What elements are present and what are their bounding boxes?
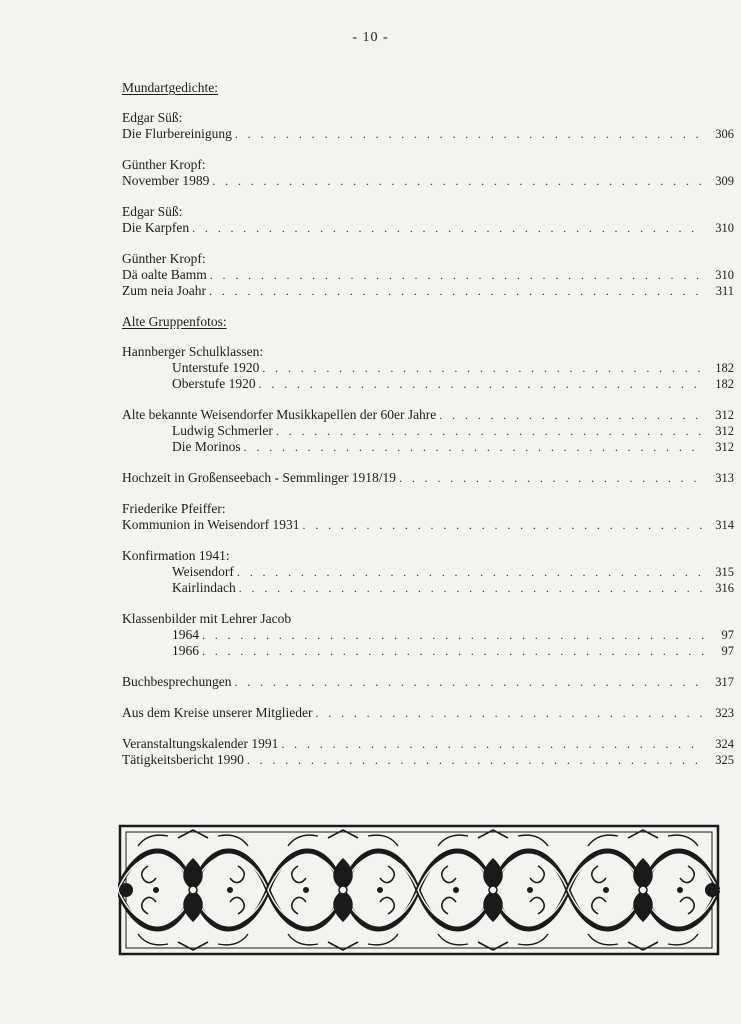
- leader-dots: [202, 627, 704, 643]
- leader-dots: [239, 580, 704, 596]
- leader-dots: [281, 736, 704, 752]
- leader-dots: [259, 376, 704, 392]
- leader-dots: [237, 564, 704, 580]
- section-heading: Mundartgedichte:: [122, 80, 218, 95]
- toc-block: [122, 611, 734, 659]
- leader-dots: [244, 439, 704, 455]
- toc-block: [122, 736, 734, 768]
- toc-text: Buchbesprechungen: [122, 674, 232, 689]
- toc-text: Unterstufe 1920: [172, 360, 260, 375]
- toc-text: Kairlindach: [172, 580, 236, 595]
- toc-page: 310: [715, 268, 734, 282]
- toc-text: Oberstufe 1920: [172, 376, 256, 391]
- toc-line: [122, 501, 734, 517]
- toc-page: 317: [715, 675, 734, 689]
- toc-entry: [122, 627, 734, 643]
- toc-page: 97: [721, 628, 734, 642]
- leader-dots: [210, 267, 704, 283]
- toc-block: [122, 501, 734, 533]
- toc-text: Weisendorf: [172, 564, 234, 579]
- toc-entry: [122, 470, 734, 486]
- toc-block: [122, 470, 734, 486]
- toc-text: Ludwig Schmerler: [172, 423, 273, 438]
- toc-entry: [122, 407, 734, 423]
- toc-text: Edgar Süß:: [122, 110, 183, 125]
- toc-page: 309: [715, 174, 734, 188]
- toc-block: [122, 548, 734, 596]
- toc-text: Dä oalte Bamm: [122, 267, 207, 282]
- toc-entry: [122, 705, 734, 721]
- toc-entry: [122, 283, 734, 299]
- toc-page: 182: [715, 361, 734, 375]
- leader-dots: [276, 423, 704, 439]
- leader-dots: [439, 407, 704, 423]
- toc-line: [122, 110, 734, 126]
- toc-block: [122, 110, 734, 142]
- toc-line: [122, 611, 734, 627]
- toc-block: [122, 157, 734, 189]
- toc-page: 323: [715, 706, 734, 720]
- toc-text: Veranstaltungskalender 1991: [122, 736, 279, 751]
- toc-page: 314: [715, 518, 734, 532]
- toc-block: [122, 204, 734, 236]
- toc-line: [122, 344, 734, 360]
- section-alte-gruppenfotos: [122, 314, 734, 768]
- toc-text: 1966: [172, 643, 199, 658]
- toc-text: Tätigkeitsbericht 1990: [122, 752, 244, 767]
- toc-text: Günther Kropf:: [122, 157, 206, 172]
- toc-entry: [122, 674, 734, 690]
- toc-entry: [122, 423, 734, 439]
- leader-dots: [235, 126, 704, 142]
- leader-dots: [303, 517, 704, 533]
- leader-dots: [315, 705, 704, 721]
- arabesque-ornament-icon: [118, 818, 720, 962]
- toc-text: 1964: [172, 627, 199, 642]
- toc-text: Klassenbilder mit Lehrer Jacob: [122, 611, 292, 626]
- toc-text: Kommunion in Weisendorf 1931: [122, 517, 300, 532]
- leader-dots: [202, 643, 704, 659]
- toc-entry: [122, 173, 734, 189]
- toc-page: 310: [715, 221, 734, 235]
- leader-dots: [399, 470, 704, 486]
- toc-page: 306: [715, 127, 734, 141]
- toc-text: Aus dem Kreise unserer Mitglieder: [122, 705, 313, 720]
- leader-dots: [247, 752, 704, 768]
- toc-page: 313: [715, 471, 734, 485]
- toc-entry: [122, 376, 734, 392]
- toc-page: 311: [715, 284, 734, 298]
- toc-text: Friederike Pfeiffer:: [122, 501, 226, 516]
- toc-line: [122, 157, 734, 173]
- page-number: - 10 -: [352, 30, 389, 45]
- toc-entry: [122, 643, 734, 659]
- section-mundartgedichte: [122, 80, 734, 299]
- toc-page: 312: [715, 424, 734, 438]
- toc-block: [122, 674, 734, 690]
- toc-page: 312: [715, 408, 734, 422]
- toc-line: [122, 251, 734, 267]
- toc-page: 315: [715, 565, 734, 579]
- toc-text: Die Karpfen: [122, 220, 190, 235]
- toc-text: Zum neia Joahr: [122, 283, 206, 298]
- toc-text: Die Flurbereinigung: [122, 126, 232, 141]
- toc-page: 324: [715, 737, 734, 751]
- leader-dots: [212, 173, 704, 189]
- toc-block: [122, 705, 734, 721]
- toc-text: November 1989: [122, 173, 210, 188]
- toc-entry: [122, 126, 734, 142]
- toc-text: Edgar Süß:: [122, 204, 183, 219]
- toc-page: 97: [721, 644, 734, 658]
- toc-entry: [122, 564, 734, 580]
- toc-entry: [122, 360, 734, 376]
- toc-entry: [122, 580, 734, 596]
- toc-block: [122, 344, 734, 392]
- toc-text: Alte bekannte Weisendorfer Musikkapellen der 60er Jahre: [122, 407, 437, 422]
- leader-dots: [234, 674, 704, 690]
- toc-entry: [122, 439, 734, 455]
- toc-page: 182: [715, 377, 734, 391]
- toc-text: Günther Kropf:: [122, 251, 206, 266]
- toc-text: Hannberger Schulklassen:: [122, 344, 264, 359]
- section-heading: Alte Gruppenfotos:: [122, 314, 227, 329]
- toc-text: Hochzeit in Großenseebach - Semmlinger 1918/19: [122, 470, 397, 485]
- toc-line: [122, 204, 734, 220]
- toc-page: 312: [715, 440, 734, 454]
- table-of-contents: [122, 80, 734, 783]
- toc-block: [122, 251, 734, 299]
- leader-dots: [262, 360, 704, 376]
- toc-page: 325: [715, 753, 734, 767]
- toc-entry: [122, 517, 734, 533]
- toc-block: [122, 407, 734, 455]
- leader-dots: [192, 220, 704, 236]
- toc-text: Konfirmation 1941:: [122, 548, 230, 563]
- toc-entry: [122, 267, 734, 283]
- toc-entry: [122, 736, 734, 752]
- toc-text: Die Morinos: [172, 439, 241, 454]
- toc-entry: [122, 752, 734, 768]
- toc-entry: [122, 220, 734, 236]
- leader-dots: [209, 283, 704, 299]
- toc-page: 316: [715, 581, 734, 595]
- toc-line: [122, 548, 734, 564]
